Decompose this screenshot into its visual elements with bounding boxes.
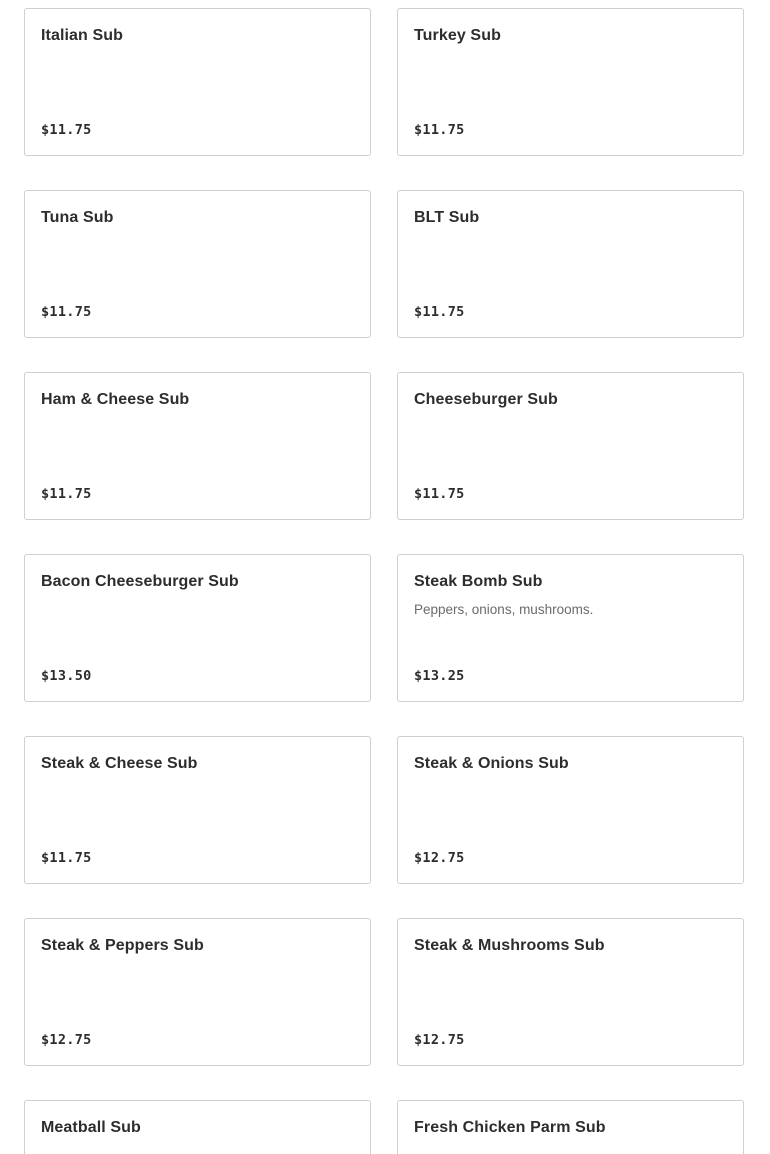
- menu-item-card[interactable]: [24, 190, 371, 338]
- menu-item-card[interactable]: [24, 736, 371, 884]
- menu-item-price: $11.75: [414, 486, 465, 502]
- menu-item-name: Steak & Onions Sub: [414, 755, 569, 772]
- menu-item-name: Meatball Sub: [41, 1119, 141, 1136]
- menu-item-price: $12.75: [414, 1032, 465, 1048]
- menu-item-name: Tuna Sub: [41, 209, 114, 226]
- menu-item-name: Fresh Chicken Parm Sub: [414, 1119, 606, 1136]
- menu-item-card[interactable]: [24, 372, 371, 520]
- menu-item-name: Italian Sub: [41, 27, 123, 44]
- menu-item-price: $12.75: [414, 850, 465, 866]
- menu-item-card[interactable]: [24, 8, 371, 156]
- menu-item-price: $13.25: [414, 668, 465, 684]
- menu-item-price: $11.75: [414, 304, 465, 320]
- menu-item-name: Bacon Cheeseburger Sub: [41, 573, 239, 590]
- menu-item-price: $11.75: [414, 122, 465, 138]
- menu-item-card[interactable]: [24, 554, 371, 702]
- menu-item-card[interactable]: [397, 8, 744, 156]
- menu-item-card[interactable]: [397, 372, 744, 520]
- menu-item-card[interactable]: [397, 554, 744, 702]
- menu-item-card[interactable]: [397, 1100, 744, 1154]
- menu-item-card[interactable]: [24, 918, 371, 1066]
- menu-item-price: $12.75: [41, 1032, 92, 1048]
- menu-item-price: $13.50: [41, 668, 92, 684]
- menu-item-name: Turkey Sub: [414, 27, 501, 44]
- menu-item-price: $11.75: [41, 486, 92, 502]
- menu-item-price: $11.75: [41, 304, 92, 320]
- menu-item-name: BLT Sub: [414, 209, 480, 226]
- menu-item-card[interactable]: [397, 918, 744, 1066]
- menu-item-price: $11.75: [41, 850, 92, 866]
- menu-item-description: Peppers, onions, mushrooms.: [414, 602, 594, 617]
- menu-item-name: Steak & Cheese Sub: [41, 755, 198, 772]
- menu-item-name: Steak & Mushrooms Sub: [414, 937, 605, 954]
- menu-item-name: Ham & Cheese Sub: [41, 391, 190, 408]
- menu-item-card[interactable]: [397, 736, 744, 884]
- menu-item-card[interactable]: [397, 190, 744, 338]
- menu-item-name: Steak Bomb Sub: [414, 573, 543, 590]
- menu-item-price: $11.75: [41, 122, 92, 138]
- menu-item-name: Cheeseburger Sub: [414, 391, 558, 408]
- menu-item-name: Steak & Peppers Sub: [41, 937, 204, 954]
- menu-item-card[interactable]: [24, 1100, 371, 1154]
